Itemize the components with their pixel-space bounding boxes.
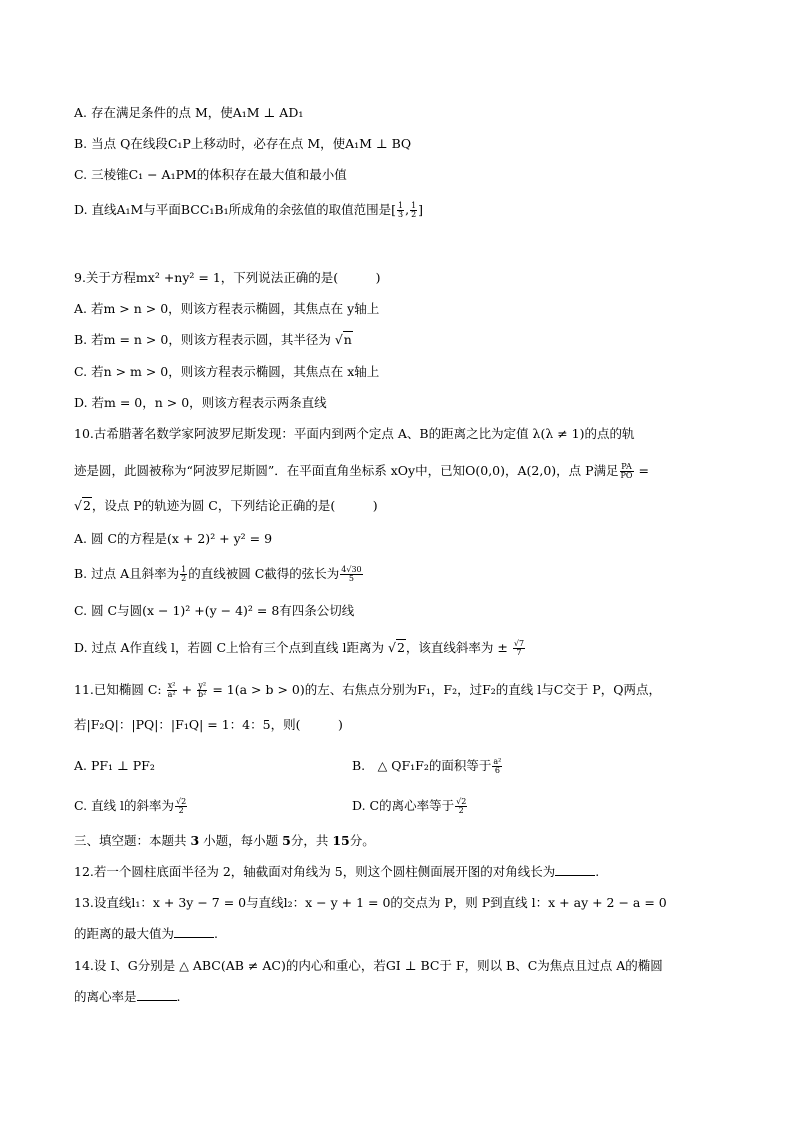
q11-x-fraction (167, 682, 177, 699)
q9-stem (74, 268, 381, 288)
frac-num: a² (493, 757, 502, 766)
frac-den: 2 (181, 574, 187, 583)
q10-option-d-mid: ，该直线斜率为 ± (405, 640, 508, 655)
q9-option-d-text: D. 若m = 0，n > 0，则该方程表示两条直线 (74, 395, 327, 410)
q10-option-b-text: B. 过点 A且斜率为 (74, 566, 180, 581)
q11-stem-text-2: 若|F₂Q|：|PQ|：|F₁Q| = 1：4：5，则( ) (74, 717, 343, 732)
answer-blank[interactable] (137, 988, 177, 1001)
q10-option-b (74, 564, 364, 584)
section-3-text-2: 小题，每小题 (199, 833, 283, 848)
q13-text-2: 的距离的最大值为 (74, 926, 175, 941)
q8-d-fraction-2 (410, 202, 417, 219)
frac-num: 1 (411, 201, 417, 210)
frac-num: y² (198, 681, 207, 690)
q12 (74, 862, 599, 882)
frac-den: PO (620, 471, 633, 480)
section-3-text-3: 分，共 (290, 833, 333, 848)
q10-stem-text-2-end: = (634, 463, 649, 478)
frac-num: x² (167, 681, 176, 690)
q14-text-1: 14.设 I、G分别是 △ ABC(AB ≠ AC)的内心和重心，若GI ⊥ BC于 F，则以 B、C为焦点且过点 A的椭圆 (74, 958, 663, 973)
q9-option-b-text: B. 若m = n > 0，则该方程表示圆，其半径为 (74, 332, 335, 347)
q11-option-a-text: A. PF₁ ⊥ PF₂ (74, 758, 155, 773)
q9-option-d (74, 393, 327, 413)
frac-den: 2 (178, 806, 184, 815)
q13-text-1: 13.设直线l₁：x + 3y − 7 = 0与直线l₂：x − y + 1 = 0的交点为 P，则 P到直线 l：x + ay + 2 − a = 0 (74, 895, 667, 910)
q11-stem-text-1-end: = 1(a > b > 0)的左、右焦点分别为F₁，F₂，过F₂的直线 l与C交于 P，Q两点， (208, 682, 661, 697)
q11-y-fraction (197, 682, 207, 699)
frac-num: PA (621, 462, 632, 471)
q10-stem-text-1: 10.古希腊著名数学家阿波罗尼斯发现：平面内到两个定点 A、B的距离之比为定值 λ(λ ≠ 1)的点的轨 (74, 426, 635, 441)
q10-stem-line1 (74, 424, 635, 444)
q8-option-c-text: C. 三棱锥C₁ − A₁PM的体积存在最大值和最小值 (74, 167, 347, 182)
sqrt-symbol: √n (334, 332, 352, 347)
q10-option-b-mid: 的直线被圆 C截得的弦长为 (188, 566, 340, 581)
section-3-text-4: 分。 (349, 833, 375, 848)
frac-num: √2 (176, 797, 187, 806)
q10-option-d (74, 638, 526, 658)
frac-num: 1 (398, 201, 404, 210)
q13-line1 (74, 893, 667, 913)
q10-stem-line2 (74, 461, 649, 481)
plus-sign: + (177, 682, 197, 697)
q14-line1 (74, 956, 663, 976)
frac-num: √2 (456, 797, 467, 806)
frac-den: 7 (516, 648, 522, 657)
q14-end: . (176, 989, 181, 1004)
sqrt-radicand: 2 (82, 498, 91, 513)
q10-ratio-fraction (620, 463, 634, 480)
q11-option-a (74, 756, 155, 776)
answer-blank[interactable] (555, 863, 595, 876)
section-3-text: 三、填空题：本题共 (74, 833, 191, 848)
q11-b-area-fraction (492, 758, 502, 775)
q10-stem-line3 (74, 496, 378, 516)
q9-option-a-text: A. 若m > n > 0，则该方程表示椭圆，其焦点在 y轴上 (74, 301, 380, 316)
q11-option-c (74, 796, 188, 816)
q8-d-fraction-1 (397, 202, 404, 219)
q8-option-d-end: ] (418, 202, 424, 217)
sqrt-radicand: n (343, 332, 352, 347)
frac-den: 2 (458, 806, 464, 815)
frac-den: 3 (398, 210, 404, 219)
q10-option-c-text: C. 圆 C与圆(x − 1)² +(y − 4)² = 8有四条公切线 (74, 603, 355, 618)
q10-b-slope-fraction (180, 566, 187, 583)
q11-stem-text-1: 11.已知椭圆 C: (74, 682, 166, 697)
sqrt-radicand: 2 (396, 640, 405, 655)
q11-d-ecc-fraction (455, 798, 467, 815)
q14-text-2: 的离心率是 (74, 989, 137, 1004)
answer-blank[interactable] (174, 925, 214, 938)
q11-option-d-text: D. C的离心率等于 (352, 798, 455, 813)
q9-option-c-text: C. 若n > m > 0，则该方程表示椭圆，其焦点在 x轴上 (74, 364, 380, 379)
q12-end: . (595, 864, 600, 879)
q8-option-c (74, 165, 347, 185)
q10-option-d-text: D. 过点 A作直线 l，若圆 C上恰有三个点到直线 l距离为 (74, 640, 388, 655)
q9-option-c (74, 362, 379, 382)
q11-option-b-text: B. △ QF₁F₂的面积等于 (352, 758, 492, 773)
section-3-points-each: 5 (282, 833, 291, 848)
q11-option-b (352, 756, 503, 776)
q13-end: . (214, 926, 218, 941)
q10-stem-text-3: ，设点 P的轨迹为圆 C，下列结论正确的是( ) (91, 498, 378, 513)
q9-option-b (74, 330, 353, 350)
q12-text: 12.若一个圆柱底面半径为 2，轴截面对角线为 5，则这个圆柱侧面展开图的对角线长为 (74, 864, 556, 879)
frac-den: b² (198, 690, 207, 699)
q8-option-a (74, 103, 303, 123)
q10-option-a-text: A. 圆 C的方程是(x + 2)² + y² = 9 (74, 531, 273, 546)
q11-option-d (352, 796, 468, 816)
sqrt-symbol: √2 (387, 640, 405, 655)
q11-stem-line1 (74, 680, 661, 700)
q9-option-a (74, 299, 379, 319)
q9-stem-text: 9.关于方程mx² +ny² = 1，下列说法正确的是( ) (74, 270, 381, 285)
frac-num: 1 (181, 565, 187, 574)
frac-num: √7 (513, 639, 525, 648)
q8-option-d-text: D. 直线A₁M与平面BCC₁B₁所成角的余弦值的取值范围是[ (74, 202, 396, 217)
section-3-heading (74, 831, 375, 851)
q10-d-slope-fraction (513, 640, 525, 657)
q14-line2 (74, 987, 181, 1007)
q10-stem-text-2: 迹是圆，此圆被称为“阿波罗尼斯圆”．在平面直角坐标系 xOy中，已知O(0,0)，A(2,0)，点 P满足 (74, 463, 619, 478)
q8-option-d: D. 直线A₁M与平面BCC₁B₁所成角的余弦值的取值范围是[ $\frac{1}{3}$ , $\frac{1}{2}$ ] (74, 201, 424, 219)
sqrt-symbol: √2 (74, 498, 91, 513)
q8-option-b (74, 134, 411, 154)
q11-c-slope-fraction (175, 798, 187, 815)
frac-den: 6 (494, 766, 500, 775)
q10-b-chord-fraction (340, 566, 362, 583)
q11-option-c-text: C. 直线 l的斜率为 (74, 798, 175, 813)
q8-option-b-text: B. 当点 Q在线段C₁P上移动时，必存在点 M，使A₁M ⊥ BQ (74, 136, 412, 151)
frac-num: 4√30 (341, 565, 362, 574)
q13-line2 (74, 924, 218, 944)
q11-stem-line2 (74, 715, 343, 735)
section-3-count: 3 (190, 833, 200, 848)
frac-den: 2 (411, 210, 417, 219)
section-3-points-total: 15 (332, 833, 350, 848)
q8-option-a-text: A. 存在满足条件的点 M，使A₁M ⊥ AD₁ (74, 105, 304, 120)
frac-den: 5 (348, 574, 355, 583)
frac-den: a² (167, 690, 176, 699)
q10-option-a (74, 529, 272, 549)
q10-option-c (74, 601, 354, 621)
